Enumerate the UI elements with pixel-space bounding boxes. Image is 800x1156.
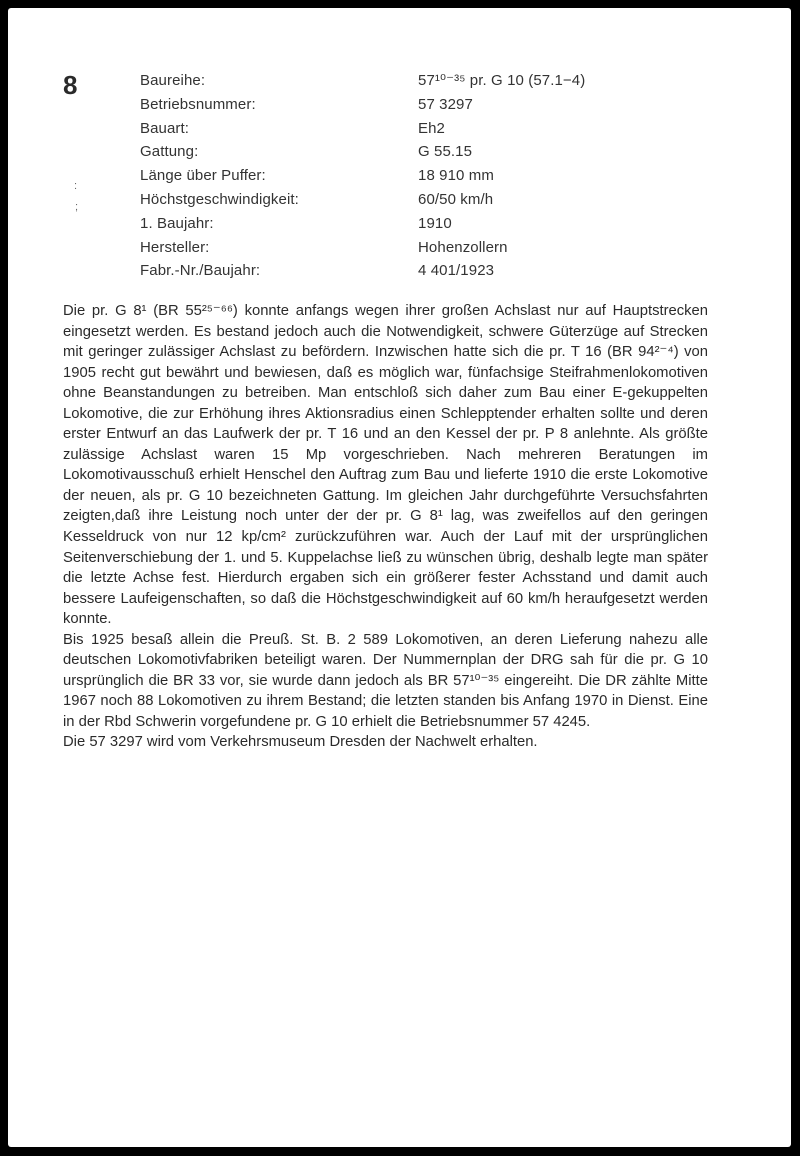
spec-value: Hohenzollern [418, 238, 508, 256]
spec-row [140, 236, 660, 260]
description-text [63, 301, 708, 753]
paragraph: Die pr. G 8¹ (BR 55²⁵⁻⁶⁶) konnte anfangs wegen ihrer großen Achslast nur auf Hauptstrecken eingesetzt werden. Es bestand jedoch auch die Notwendigkeit, schwere Güterzüge auf Strecken mit geringer zulässiger Achslast zu befördern. Inzwischen hatte sich die pr. T 16 (BR 94²⁻⁴) von 1905 recht gut bewährt und bewiesen, daß es möglich war, fünfachsige Steifrahmenlokomotiven ohne Beanstandungen zu betreiben. Man entschloß sich daher zum Bau einer E-gekuppelten Lokomotive, die zur Erhöhung ihres Aktionsradius einen Schlepptender erhalten sollte und deren erster Entwurf an das Laufwerk der pr. T 16 und an den Kessel der pr. P 8 anlehnte. Als größte zulässige Achslast waren 15 Mp vorgeschrieben. Nach mehreren Beratungen im Lokomotivausschuß erhielt Henschel den Auftrag zum Bau und lieferte 1910 die erste Lokomotive der neuen, als pr. G 10 bezeichneten Gattung. Im gleichen Jahr durchgeführte Versuchsfahrten zeigten,daß ihre Leistung noch unter der der pr. G 8¹ lag, was zweifellos auf den geringen Kesseldruck von nur 12 kp/cm² zurückzuführen war. Auch der Lauf mit der ursprünglichen Seitenverschiebung der 1. und 5. Kuppelachse ließ zu wünschen übrig, deshalb legte man später die letzte Achse fest. Hierdurch ergaben sich ein größerer fester Achsstand und damit auch bessere Laufeigenschaften, so daß die Höchstgeschwindigkeit auf 60 km/h heraufgesetzt werden konnte. [63, 303, 708, 628]
card-page [8, 8, 791, 1147]
spec-label: Baureihe: [140, 72, 206, 89]
spec-value: 1910 [418, 214, 452, 232]
spec-value: 57¹⁰⁻³⁵ pr. G 10 (57.1−4) [418, 72, 586, 89]
spec-value: G 55.15 [418, 143, 473, 161]
spec-value: 18 910 mm [418, 167, 494, 185]
paragraph: Die 57 3297 wird vom Verkehrsmuseum Dresden der Nachwelt erhalten. [63, 734, 538, 751]
spec-row [140, 140, 660, 164]
spec-row [140, 212, 660, 236]
spec-row [140, 93, 660, 117]
spec-row [140, 188, 660, 212]
speck-mark: : [74, 180, 78, 192]
card-number: 8 [63, 70, 78, 100]
spec-label: Gattung: [140, 143, 199, 161]
spec-label: Hersteller: [140, 238, 210, 256]
spec-label: Höchstgeschwindigkeit: [140, 190, 299, 208]
spec-row [140, 117, 660, 141]
spec-value: 60/50 km/h [418, 190, 494, 208]
spec-label: Bauart: [140, 119, 190, 137]
paragraph: Bis 1925 besaß allein die Preuß. St. B. 2 589 Lokomotiven, an deren Lieferung nahezu alle deutschen Lokomotivfabriken beteiligt waren. Der Nummernplan der DRG sah für die pr. G 10 ursprünglich die BR 33 vor, sie wurde dann jedoch als BR 57¹⁰⁻³⁵ eingereiht. Die DR zählte Mitte 1967 noch 88 Lokomotiven zu ihrem Bestand; die letzten standen bis Anfang 1970 in Dienst. Eine in der Rbd Schwerin vorgefundene pr. G 10 erhielt die Betriebsnummer 57 4245. [63, 631, 708, 730]
spec-label: Länge über Puffer: [140, 167, 266, 185]
spec-row [140, 69, 660, 93]
spec-value: 4 401/1923 [418, 262, 495, 280]
speck-mark: ; [75, 201, 79, 213]
spec-value: 57 3297 [418, 95, 473, 113]
spec-row [140, 164, 660, 188]
spec-row [140, 259, 660, 283]
spec-table [140, 69, 660, 283]
spec-label: Fabr.-Nr./Baujahr: [140, 262, 261, 280]
spec-label: 1. Baujahr: [140, 214, 214, 232]
spec-label: Betriebsnummer: [140, 95, 256, 113]
spec-value: Eh2 [418, 119, 445, 137]
